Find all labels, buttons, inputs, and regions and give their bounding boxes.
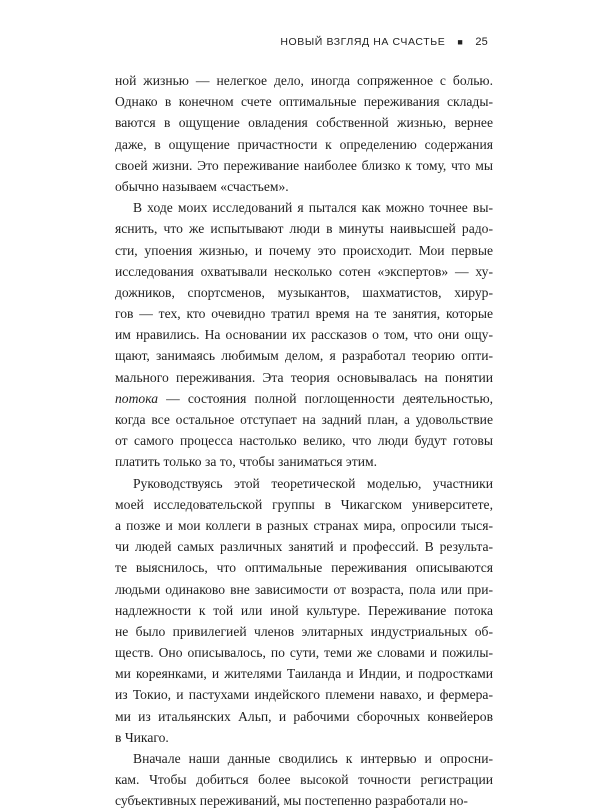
text-line: своей жизни. Это переживание наиболее близко к тому, что мы xyxy=(115,157,493,173)
text-line: а позже и мои коллеги в разных странах мира, опросили тыся- xyxy=(115,517,493,533)
paragraph xyxy=(115,70,493,197)
text-line: мального переживания. Эта теория основывалась на понятии xyxy=(115,369,493,385)
text-line: исследования охватывали несколько сотен «экспертов» — ху- xyxy=(115,263,493,279)
text-line: надлежности к той или иной культуре. Переживание потока xyxy=(115,602,493,618)
text-line: из Токио, и пастухами индейского племени навахо, и фермера- xyxy=(115,687,493,703)
header-bullet: ■ xyxy=(457,37,464,47)
text-line: им нравились. На основании их рассказов о том, что они ощу- xyxy=(115,327,493,343)
text-line: сти, упоения жизнью, и почему это происходит. Мои первые xyxy=(115,242,493,258)
text-line: потока — состояния полной поглощенности деятельностью, xyxy=(115,390,493,406)
text-line: даже, в ощущение причастности к определению содержания xyxy=(115,136,493,152)
text-line: обычно называем «счастьем». xyxy=(115,178,289,194)
text-line: те выяснилось, что оптимальные переживания описываются xyxy=(115,560,493,576)
text-line: в Чикаго. xyxy=(115,729,169,745)
text-line: Руководствуясь этой теоретической моделью, участники xyxy=(133,475,493,491)
text-line: ной жизнью — нелегкое дело, иногда сопряженное с болью. xyxy=(115,73,493,88)
paragraph xyxy=(115,473,493,748)
text-line: людьми одинаково вне зависимости от возраста, пола или при- xyxy=(115,581,493,597)
text-line: В ходе моих исследований я пытался как можно точнее вы- xyxy=(133,200,493,216)
paragraph xyxy=(115,748,493,812)
running-header xyxy=(280,36,488,48)
paragraph xyxy=(115,197,493,472)
body-text xyxy=(115,70,493,812)
text-line: от самого процесса настолько велико, что люди будут готовы xyxy=(115,433,493,449)
text-line: ми кореянками, и жителями Таиланда и Индии, и подростками xyxy=(115,666,493,682)
text-line: ваются в ощущение овладения собственной жизнью, вернее xyxy=(115,115,493,131)
text-line: Вначале наши данные сводились к интервью и опросни- xyxy=(133,751,493,766)
text-line: Однако в конечном счете оптимальные переживания склады- xyxy=(115,94,493,110)
text-line: дожников, спортсменов, музыкантов, шахматистов, хирур- xyxy=(115,284,493,300)
text-line: ществ. Оно описывалось, по сути, теми же словами и пожилы- xyxy=(115,645,493,661)
text-line: щают, занимаясь любимым делом, я разработал теорию опти- xyxy=(115,348,493,364)
text-line: чи людей самых различных занятий и профессий. В результа- xyxy=(115,539,493,555)
text-line: субъективных переживаний, мы постепенно разработали но- xyxy=(115,793,468,809)
text-line: платить только за то, чтобы заниматься этим. xyxy=(115,454,377,470)
text-line: не было привилегией членов элитарных индустриальных об- xyxy=(115,623,493,639)
text-line: кам. Чтобы добиться более высокой точности регистрации xyxy=(115,772,493,788)
running-header-title: НОВЫЙ ВЗГЛЯД НА СЧАСТЬЕ xyxy=(280,36,446,48)
text-line: моей исследовательской группы в Чикагском университете, xyxy=(115,496,493,512)
text-line: гов — тех, кто очевидно тратил время на те занятия, которые xyxy=(115,306,493,322)
text-line: ми из итальянских Альп, и рабочими сборочных конвейеров xyxy=(115,708,493,724)
text-line: когда все остальное отступает на задний план, а удовольствие xyxy=(115,412,493,427)
page-number: 25 xyxy=(475,36,488,48)
text-line: яснить, что же испытывают люди в минуты наивысшей радо- xyxy=(115,221,493,237)
